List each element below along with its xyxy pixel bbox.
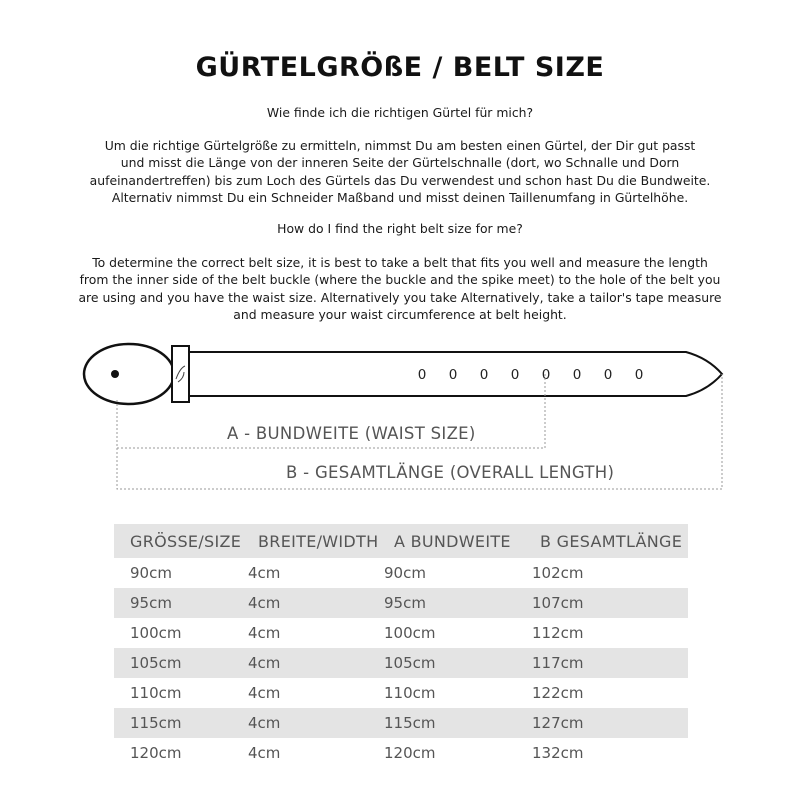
table-row (114, 588, 688, 618)
size-table (114, 524, 688, 768)
cell-size: 120cm (130, 744, 182, 762)
cell-waist: 110cm (384, 684, 436, 702)
buckle-frame (84, 344, 174, 404)
table-row (114, 558, 688, 588)
instructions-english: To determine the correct belt size, it is best to take a belt that fits you well and measure the length from the inner side of the belt buckle (where the buckle and the spike meet) to the hole of the belt you are using and you have the waist size. Alternatively you take Alternatively, take a tailor's tape measure and measure your waist circumference at belt height. (78, 255, 722, 323)
question-english: How do I find the right belt size for me? (277, 221, 523, 236)
cell-width: 4cm (248, 684, 281, 702)
question-german: Wie finde ich die richtigen Gürtel für mich? (266, 105, 534, 120)
cell-size: 115cm (114, 708, 248, 738)
cell-size: 95cm (114, 588, 248, 618)
cell-width: 4cm (248, 588, 384, 618)
instructions-german: Um die richtige Gürtelgröße zu ermitteln, nimmst Du am besten einen Gürtel, der Dir gut passt und misst die Länge von der inneren Seite der Gürtelschnalle (dort, wo Schnalle und Dorn aufeinandertreffen) bis zum Loch des Gürtels das Du verwendest und schon hast Du die Bundweite. Alternativ nimmst Du ein Schneider Maßband und misst deinen Taillenumfang in Gürtelhöhe. (89, 138, 711, 206)
table-row (114, 708, 688, 738)
belt-hole: 0 (479, 367, 489, 383)
cell-size: 90cm (130, 564, 172, 582)
dimension-a-label: A - BUNDWEITE (WAIST SIZE) (227, 424, 476, 443)
size-table-header (114, 524, 688, 558)
cell-width: 4cm (248, 744, 281, 762)
cell-overall-length: 127cm (532, 708, 688, 738)
cell-waist: 115cm (384, 708, 532, 738)
belt-hole: 0 (634, 367, 644, 383)
belt-hole: 0 (417, 367, 427, 383)
header-overall-length: B GESAMTLÄNGE (532, 524, 688, 558)
belt-hole: 0 (541, 367, 551, 383)
table-row (114, 648, 688, 678)
dimension-b-label: B - GESAMTLÄNGE (OVERALL LENGTH) (286, 463, 615, 482)
page-title: GÜRTELGRÖßE / BELT SIZE (195, 52, 605, 83)
cell-width: 4cm (248, 648, 384, 678)
cell-size: 105cm (114, 648, 248, 678)
table-row (114, 618, 688, 648)
belt-keeper (172, 346, 189, 402)
belt-hole: 0 (510, 367, 520, 383)
cell-width: 4cm (248, 564, 281, 582)
cell-overall-length: 117cm (532, 648, 688, 678)
size-table-body (114, 558, 688, 768)
cell-size: 100cm (130, 624, 182, 642)
cell-overall-length: 107cm (532, 588, 688, 618)
table-row (114, 678, 688, 708)
cell-waist: 100cm (384, 624, 436, 642)
table-row (114, 738, 688, 768)
belt-hole: 0 (603, 367, 613, 383)
belt-hole: 0 (448, 367, 458, 383)
cell-overall-length: 112cm (532, 624, 584, 642)
cell-waist: 105cm (384, 648, 532, 678)
buckle-pin (111, 370, 119, 378)
cell-overall-length: 102cm (532, 564, 584, 582)
belt-diagram (0, 330, 800, 500)
header-waist: A BUNDWEITE (384, 524, 532, 558)
cell-size: 110cm (130, 684, 182, 702)
cell-width: 4cm (248, 708, 384, 738)
cell-waist: 90cm (384, 564, 426, 582)
cell-overall-length: 122cm (532, 684, 584, 702)
header-width: BREITE/WIDTH (248, 524, 384, 558)
belt-hole: 0 (572, 367, 582, 383)
cell-waist: 95cm (384, 588, 532, 618)
cell-overall-length: 132cm (532, 744, 584, 762)
cell-waist: 120cm (384, 744, 436, 762)
cell-width: 4cm (248, 624, 281, 642)
header-size: GRÖSSE/SIZE (114, 524, 248, 558)
